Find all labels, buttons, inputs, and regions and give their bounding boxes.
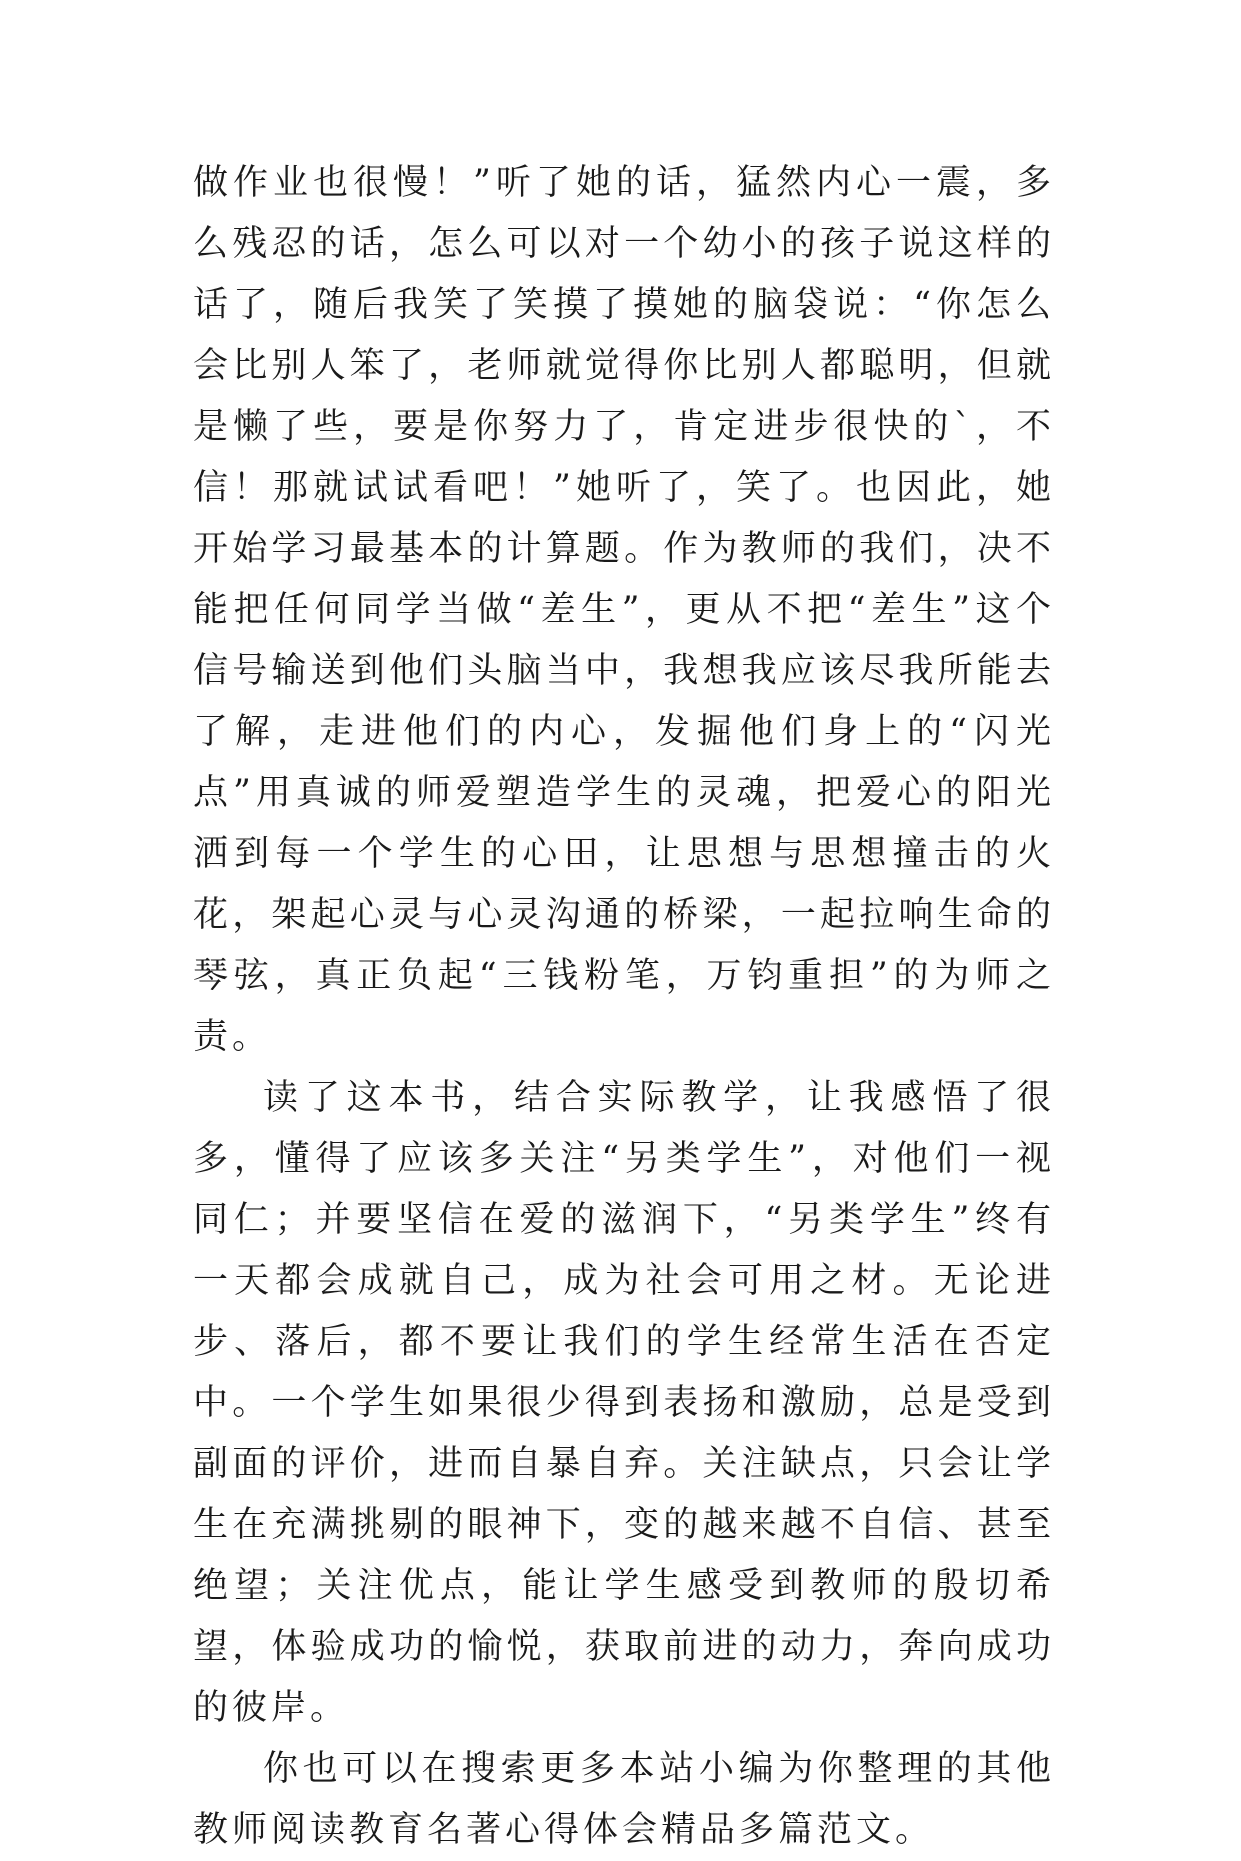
paragraph-2: 读了这本书，结合实际教学，让我感悟了很多，懂得了应该多关注“另类学生”，对他们一视同仁；并要坚信在爱的滋润下，“另类学生”终有一天都会成就自己，成为社会可用之材。无论进步、落后，都不要让我们的学生经常生活在否定中。一个学生如果很少得到表扬和激励，总是受到副面的评价，进而自暴自弃。关注缺点，只会让学生在充满挑剔的眼神下，变的越来越不自信、甚至绝望；关注优点，能让学生感受到教师的殷切希望，体验成功的愉悦，获取前进的动力，奔向成功的彼岸。	[193, 1078, 1055, 1728]
paragraph-3: 你也可以在搜索更多本站小编为你整理的其他教师阅读教育名著心得体会精品多篇范文。	[193, 1749, 1055, 1850]
body-text	[193, 153, 1055, 1861]
paragraph-1: 做作业也很慢！”听了她的话，猛然内心一震，多么残忍的话，怎么可以对一个幼小的孩子说这样的话了，随后我笑了笑摸了摸她的脑袋说：“你怎么会比别人笨了，老师就觉得你比别人都聪明，但就是懒了些，要是你努力了，肯定进步很快的`，不信！那就试试看吧！”她听了，笑了。也因此，她开始学习最基本的计算题。作为教师的我们，决不能把任何同学当做“差生”，更从不把“差生”这个信号输送到他们头脑当中，我想我应该尽我所能去了解，走进他们的内心，发掘他们身上的“闪光点”用真诚的师爱塑造学生的灵魂，把爱心的阳光洒到每一个学生的心田，让思想与思想撞击的火花，架起心灵与心灵沟通的桥梁，一起拉响生命的琴弦，真正负起“三钱粉笔，万钧重担”的为师之责。	[193, 163, 1055, 1057]
